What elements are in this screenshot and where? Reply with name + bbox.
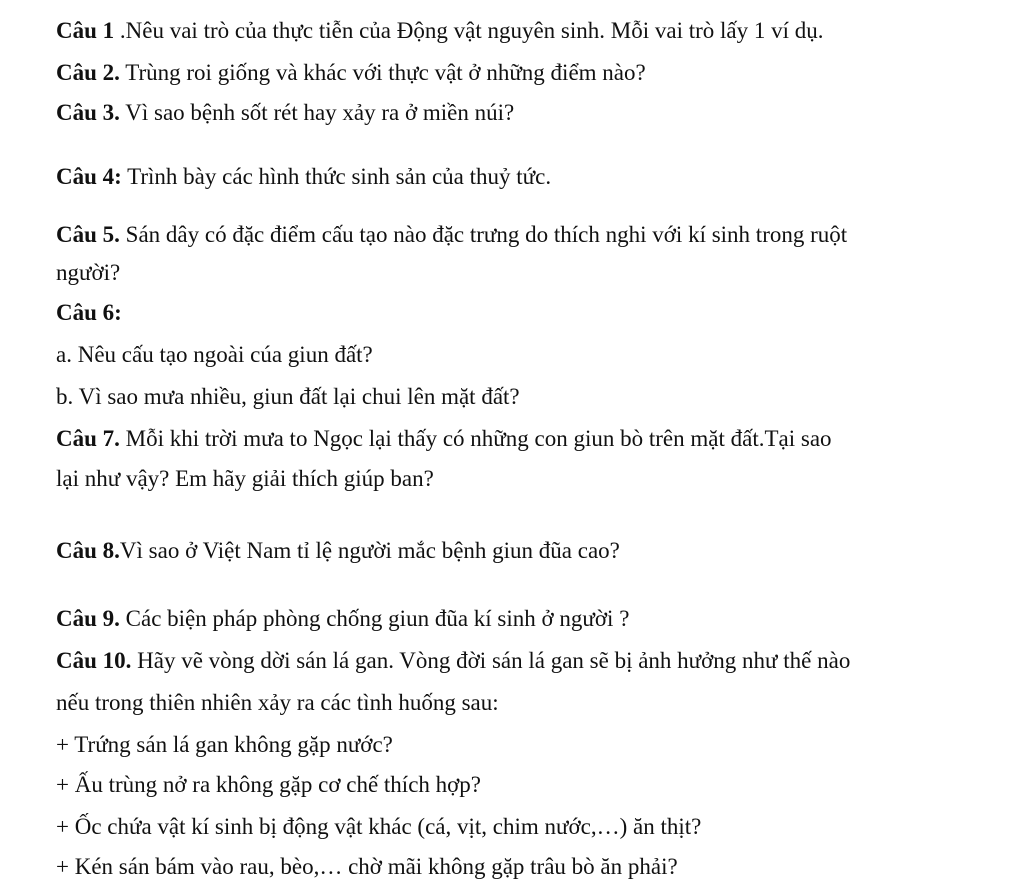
question-8 [56,536,620,566]
question-text: Sán dây có đặc điểm cấu tạo nào đặc trưng do thích nghi với kí sinh trong ruột [119,222,848,247]
question-label: Câu 9. [56,606,120,631]
question-text: Trùng roi giống và khác với thực vật ở những điểm nào? [119,60,646,85]
question-10-item: + Ốc chứa vật kí sinh bị động vật khác (cá, vịt, chim nước,…) ăn thịt? [56,814,702,839]
question-text: Các biện pháp phòng chống giun đũa kí sinh ở người ? [119,606,630,631]
question-label: Câu 4: [56,164,122,189]
question-1 [56,16,824,46]
question-10-continuation: nếu trong thiên nhiên xảy ra các tình huống sau: [56,690,499,715]
question-10-item: + Ấu trùng nở ra không gặp cơ chế thích hợp? [56,772,482,797]
question-4 [56,162,551,192]
question-label: Câu 10. [56,648,132,673]
question-label: Câu 8. [56,538,120,563]
question-3 [56,98,514,128]
question-7 [56,424,832,454]
question-text: Vì sao ở Việt Nam tỉ lệ người mắc bệnh giun đũa cao? [119,538,620,563]
question-10 [56,646,850,676]
question-text: Hãy vẽ vòng dời sán lá gan. Vòng đời sán lá gan sẽ bị ảnh hưởng như thế nào [131,648,851,673]
question-text: .Nêu vai trò của thực tiễn của Động vật nguyên sinh. Mỗi vai trò lấy 1 ví dụ. [114,18,824,43]
question-label: Câu 3. [56,100,120,125]
question-text: Trình bày các hình thức sinh sản của thuỷ tức. [121,164,552,189]
question-10-item: + Trứng sán lá gan không gặp nước? [56,732,393,757]
question-5 [56,220,847,250]
question-label: Câu 7. [56,426,120,451]
question-6-part-b: b. Vì sao mưa nhiều, giun đất lại chui lên mặt đất? [56,384,520,409]
question-10-item: + Kén sán bám vào rau, bèo,… chờ mãi không gặp trâu bò ăn phải? [56,854,678,879]
question-label: Câu 1 [56,18,115,43]
question-text: Mỗi khi trời mưa to Ngọc lại thấy có những con giun bò trên mặt đất.Tại sao [119,426,832,451]
question-6: Câu 6: [56,300,122,325]
question-2 [56,58,646,88]
question-6-part-a: a. Nêu cấu tạo ngoài cúa giun đất? [56,342,373,367]
question-7-continuation: lại như vậy? Em hãy giải thích giúp ban? [56,466,434,491]
question-label: Câu 5. [56,222,120,247]
question-5-continuation: người? [56,260,121,285]
question-label: Câu 2. [56,60,120,85]
question-9 [56,604,629,634]
question-text: Vì sao bệnh sốt rét hay xảy ra ở miền núi? [119,100,515,125]
